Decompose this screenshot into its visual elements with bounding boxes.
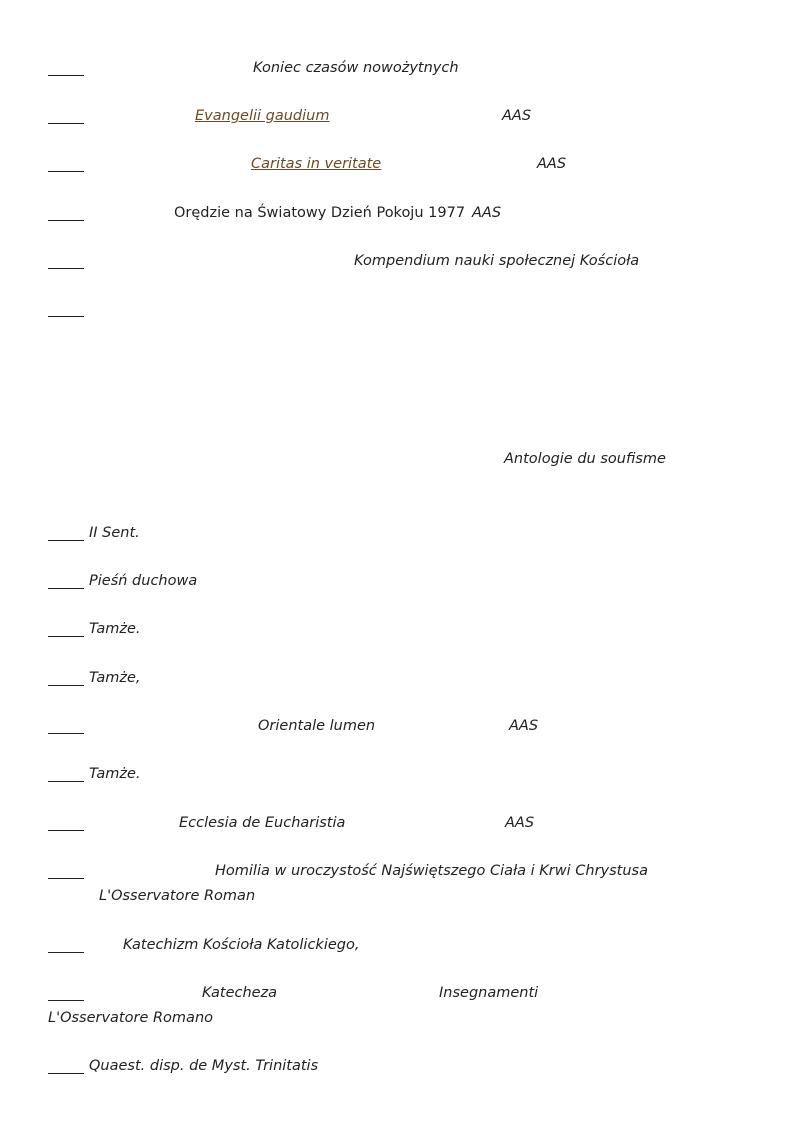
footnote-marker-line xyxy=(48,171,84,172)
footnote-title: Orientale lumen xyxy=(258,718,376,734)
footnote-marker-line xyxy=(48,685,84,686)
footnote-marker-line xyxy=(48,268,84,269)
footnote-title: Katecheza xyxy=(202,985,278,1001)
footnote-marker-line xyxy=(48,1073,84,1074)
footnote-title: Pieśń duchowa xyxy=(89,573,198,589)
footnote-source: AAS xyxy=(472,205,502,221)
footnote-source: L'Osservatore Romano xyxy=(48,1010,214,1026)
footnote-marker-line xyxy=(48,316,84,317)
footnote-marker-line xyxy=(48,75,84,76)
footnote-title: Ecclesia de Eucharistia xyxy=(179,815,346,831)
footnote-title: Quaest. disp. de Myst. Trinitatis xyxy=(89,1058,319,1074)
footnote-title: Tamże. xyxy=(89,621,141,637)
footnote-title: Katechizm Kościoła Katolickiego, xyxy=(123,937,360,953)
footnote-source: AAS xyxy=(537,156,567,172)
footnote-marker-line xyxy=(48,540,84,541)
footnote-marker-line xyxy=(48,123,84,124)
footnote-marker-line xyxy=(48,830,84,831)
footnote-source: AAS xyxy=(502,108,532,124)
footnote-title-link[interactable]: Evangelii gaudium xyxy=(195,108,330,124)
footnote-source: AAS xyxy=(505,815,535,831)
footnote-marker-line xyxy=(48,220,84,221)
footnote-marker-line xyxy=(48,733,84,734)
footnote-marker-line xyxy=(48,878,84,879)
footnote-marker-line xyxy=(48,588,84,589)
footnote-source: AAS xyxy=(509,718,539,734)
footnote-marker-line xyxy=(48,636,84,637)
footnote-title: Tamże, xyxy=(89,670,141,686)
footnote-title: Kompendium nauki społecznej Kościoła xyxy=(354,253,640,269)
footnote-title-link[interactable]: Caritas in veritate xyxy=(251,156,382,172)
footnote-title: Antologie du soufisme xyxy=(504,451,666,467)
footnote-title: Homilia w uroczystość Najświętszego Ciała i Krwi Chrystusa xyxy=(215,863,648,879)
footnote-marker-line xyxy=(48,952,84,953)
footnote-marker-line xyxy=(48,781,84,782)
footnote-title: Koniec czasów nowożytnych xyxy=(253,60,459,76)
footnote-title: Orędzie na Światowy Dzień Pokoju 1977 xyxy=(174,205,466,221)
footnote-title: Tamże. xyxy=(89,766,141,782)
footnote-source: L'Osservatore Roman xyxy=(99,888,256,904)
footnote-title: II Sent. xyxy=(89,525,140,541)
footnote-marker-line xyxy=(48,1000,84,1001)
footnote-source: Insegnamenti xyxy=(439,985,539,1001)
